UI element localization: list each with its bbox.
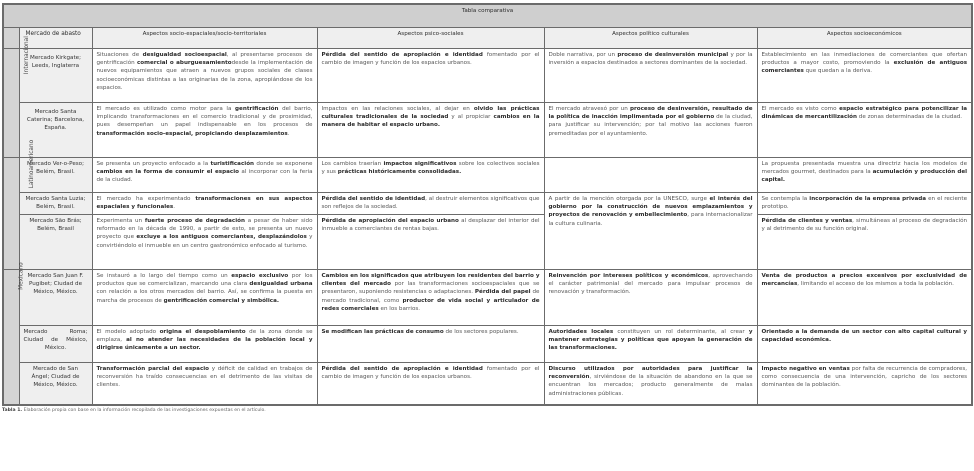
table-caption (2, 408, 971, 413)
emphasis-text: Pérdida del sentido de apropiación e identidad (321, 366, 483, 372)
emphasis-text: transformaciones en sus aspectos espaciales y funcionales (96, 196, 313, 211)
table-row (3, 158, 972, 193)
comparative-table-figure (2, 3, 971, 413)
emphasis-text: origina el despoblamiento (159, 329, 246, 335)
emphasis-text: y mantener estrategias y políticas que apoyan la generación de las transformaciones. (548, 329, 753, 352)
emphasis-text: gentrificación comercial y simbólica. (163, 297, 279, 304)
emphasis-text: incorporación de la empresa privada (809, 196, 927, 202)
table-title: Tabla comparativa (3, 4, 972, 28)
emphasis-text: acumulación y producción del capital. (761, 169, 968, 184)
caption-text: Elaboración propia con base en la información recopilada de las investigaciones expuestas en el artículo. (22, 407, 266, 413)
emphasis-text: turistificación (210, 161, 255, 167)
cell-socioeconomico: Se contempla la incorporación de la empresa privada en el reciente prototipo. (757, 193, 972, 215)
cell-politico-cultural: Doble narrativa, por un proceso de desinversión municipal y por la inversión a espacios destinados a sectores dominantes de la sociedad. (544, 49, 757, 103)
cell-socioeconomico: Establecimiento en las inmediaciones de comerciantes que ofertan productos a mayor costo, promoviendo la exclusión de antiguos comerciantes que quedan a la deriva. (757, 49, 972, 103)
emphasis-text: Se modifican las prácticas de consumo (321, 329, 444, 335)
region-label: Latinoamericano (29, 139, 36, 189)
region-label: Mexicano (18, 262, 25, 290)
header-socio-espacial: Aspectos socio-espaciales/socio-territoriales (92, 28, 317, 49)
header-socioeconomico: Aspectos socioeconómicos (757, 28, 972, 49)
emphasis-text: prácticas históricamente consolidadas. (337, 169, 462, 176)
emphasis-text: el interés del gobierno por la construcción de nuevos emplazamientos y proyectos de renovación y embellecimiento (548, 196, 753, 219)
market-name: Mercado Santa Luzia; Belém, Brasil. (19, 193, 92, 215)
cell-psico-social: Impactos en las relaciones sociales, al dejar en olvido las prácticas culturales tradicionales de la sociedad y al propiciar cambios en la manera de habitar el espacio urbano. (317, 103, 544, 158)
cell-politico-cultural-merged: A partir de la mención otorgada por la UNESCO, surge el interés del gobierno por la construcción de nuevos emplazamientos y proyectos de renovación y embellecimiento, para internacionalizar la cultura culinaria. (544, 193, 757, 270)
cell-politico-cultural: Autoridades locales constituyen un rol determinante, al crear y mantener estrategias y políticas que apoyan la generación de las transformaciones. (544, 326, 757, 363)
caption-label: Tabla 1. (2, 407, 23, 413)
emphasis-text: impactos significativos (383, 161, 457, 167)
table-row (3, 270, 972, 326)
emphasis-text: desigualdad urbana (249, 281, 313, 288)
emphasis-text: Reinvención por intereses políticos y económicos (548, 273, 709, 279)
emphasis-text: Cambios en los significados que atribuyen los residentes del barrio y clientes del mercado (321, 273, 540, 288)
cell-psico-social: Cambios en los significados que atribuyen los residentes del barrio y clientes del mercado por las transformaciones socioespaciales que se presentaron, suponiendo resistencias o adaptaciones. Pérdida del papel de mercado tradicional, como productor de vida social y articulador de redes comerciales en los barrios. (317, 270, 544, 326)
table-row (3, 363, 972, 405)
cell-psico-social: Se modifican las prácticas de consumo de los sectores populares. (317, 326, 544, 363)
header-market: Mercado de abasto (19, 28, 92, 49)
cell-politico-cultural: El mercado atravesó por un proceso de desinversión, resultado de la política de inacción implimentada por el gobierno de la ciudad, para justificar su intervención; por tal motivo las acciones fueron premeditadas por el ayuntamiento. (544, 103, 757, 158)
emphasis-text: exclusión de antiguos comerciantes (761, 60, 968, 75)
market-name: Mercado de San Ángel; Ciudad de México, México. (19, 363, 92, 405)
cell-psico-social: Pérdida de apropiación del espacio urbano al desplazar del interior del inmueble a comerciantes de rentas bajas. (317, 215, 544, 270)
table-row (3, 326, 972, 363)
cell-socioeconomico: Venta de productos a precios excesivos por exclusividad de mercancías, limitando el acceso de los mismos a toda la población. (757, 270, 972, 326)
emphasis-text: Pérdida del sentido de identidad (321, 196, 426, 202)
region-header (3, 28, 19, 49)
cell-politico-cultural: Discurso utilizados por autoridades para justificar la reconversión, sirviéndose de la situación de abandono en la que se encuentran los mercados; producto generalmente de malas administraciones públicas. (544, 363, 757, 405)
emphasis-text: olvido las prácticas culturales tradicionales de la sociedad (321, 106, 540, 121)
cell-socioeconomico: Impacto negativo en ventas por falta de recurrencia de compradores, como consecuencia de una intervención, capricho de los sectores dominantes de la población. (757, 363, 972, 405)
region-label: Internacional (23, 36, 30, 75)
cell-socio-espacial: Experimenta un fuerte proceso de degradación a pesar de haber sido reformado en la década de 1990, a partir de esto, se presenta un nuevo proyecto que excluye a los antiguos comerciantes, desplazándolos y convirtiéndolo el inmueble en un centro gastronómico enfocado al turismo. (92, 215, 317, 270)
emphasis-text: Autoridades locales (548, 329, 614, 335)
market-name: Mercado São Brás; Belém, Brasil (19, 215, 92, 270)
emphasis-text: productor de vida social y articulador de redes comerciales (321, 297, 540, 312)
emphasis-text: cambios en la manera de habitar el espacio urbano. (321, 114, 540, 129)
cell-psico-social: Los cambios traerían impactos significativos sobre los colectivos sociales y sus prácticas históricamente consolidadas. (317, 158, 544, 193)
cell-socioeconomico: El mercado es visto como espacio estratégico para potencilizar la dinámicas de mercantilización de zonas determinadas de la ciudad. (757, 103, 972, 158)
emphasis-text: excluye a los antiguos comerciantes, desplazándolos (136, 234, 307, 241)
market-name: Mercado Santa Caterina; Barcelona, España. (19, 103, 92, 158)
cell-psico-social: Pérdida del sentido de apropiación e identidad fomentado por el cambio de imagen y función de los espacios urbanos. (317, 49, 544, 103)
emphasis-text: gentrificación (235, 106, 279, 112)
header-politico-cultural: Aspectos político culturales (544, 28, 757, 49)
market-name: Mercado San Juan F. Pugibet; Ciudad de México, México. (19, 270, 92, 326)
emphasis-text: fuerte proceso de degradación (144, 218, 245, 224)
market-name: Mercado Kirkgate; Leeds, Inglaterra (19, 49, 92, 103)
cell-psico-social: Pérdida del sentido de apropiación e identidad fomentado por el cambio de imagen y función de los espacios urbanos. (317, 363, 544, 405)
market-name: Mercado Roma; Ciudad de México, México. (19, 326, 92, 363)
emphasis-text: espacio estratégico para potencilizar la dinámicas de mercantilización (761, 106, 968, 121)
cell-psico-social: Pérdida del sentido de identidad, al destruir elementos significativos que son reflejos de la sociedad. (317, 193, 544, 215)
table-row (3, 49, 972, 103)
region-mexicano (3, 262, 25, 405)
emphasis-text: Pérdida de clientes y ventas (761, 218, 853, 224)
table-row (3, 193, 972, 215)
table-row (3, 103, 972, 158)
comparative-table (2, 3, 973, 406)
cell-socioeconomico (757, 326, 972, 363)
emphasis-text: Impacto negativo en ventas (761, 366, 850, 372)
emphasis-text: Pérdida de apropiación del espacio urbano (321, 218, 459, 224)
region-latinoamericano (3, 139, 36, 270)
cell-socio-espacial: El mercado es utilizado como motor para la gentrificación del barrio, implicando transformaciones en el comercio tradicional y de proximidad, pues desempeñan un papel indispensable en los procesos de transformación socio-espacial, propiciando desplazamientos. (92, 103, 317, 158)
emphasis-text: proceso de desinversión municipal (617, 52, 729, 58)
emphasis-text: Pérdida del sentido de apropiación e identidad (321, 52, 483, 58)
emphasis-text: proceso de desinversión, resultado de la política de inacción implimentada por el gobierno (548, 106, 753, 121)
emphasis-text: Venta de productos a precios excesivos por exclusividad de mercancías (761, 273, 968, 288)
header-psico-social: Aspectos psico-sociales (317, 28, 544, 49)
cell-politico-cultural-empty (544, 158, 757, 193)
emphasis-text: Orientado a la demanda de un sector con alto capital cultural y capacidad económica. (761, 329, 968, 344)
emphasis-text: espacio exclusivo (231, 273, 289, 279)
emphasis-text: desigualdad socioespacial (142, 52, 227, 58)
emphasis-text: transformación socio-espacial, propiciando desplazamientos (96, 130, 288, 137)
region-internacional (3, 36, 30, 158)
emphasis-text: Transformación parcial del espacio (96, 366, 210, 372)
emphasis-text: comercial o aburguesamiento (136, 60, 232, 67)
cell-politico-cultural: Reinvención por intereses políticos y económicos, aprovechando el carácter patrimonial del mercado para impulsar procesos de renovación y transformación. (544, 270, 757, 326)
emphasis-text: cambios en la forma de consumir el espacio (96, 169, 239, 176)
cell-socioeconomico: La propuesta presentada muestra una directriz hacia los modelos de mercados gourmet, destinados para la acumulación y producción del capital. (757, 158, 972, 193)
cell-socio-espacial: El mercado ha experimentado transformaciones en sus aspectos espaciales y funcionales. (92, 193, 317, 215)
emphasis-text: Pérdida del papel (474, 289, 531, 296)
cell-socio-espacial: El modelo adoptado origina el despoblamiento de la zona donde se emplaza, al no atender las necesidades de la población local y dirigirse únicamente a un sector. (92, 326, 317, 363)
market-name: Mercado Ver-o-Peso; Belém, Brasil. (19, 158, 92, 193)
cell-socio-espacial: Transformación parcial del espacio y déficit de calidad en trabajos de reconversión ha traído consecuencias en el detrimento de las visitas de clientes. (92, 363, 317, 405)
cell-socioeconomico: Pérdida de clientes y ventas, simultáneas al proceso de degradación y al detrimento de su función original. (757, 215, 972, 270)
cell-socio-espacial: Se presenta un proyecto enfocado a la turistificación donde se exponene cambios en la forma de consumir el espacio al incorporar con la feria de la ciudad. (92, 158, 317, 193)
cell-socio-espacial: Situaciones de desigualdad socioespacial, al presentarse procesos de gentrificación comercial o aburguesamientodesde la implementación de nuevos equipamientos que atraen a nuevos grupos sociales de clases socioeconómicas distintas a las originarias de la zona, apropiándose de los espacios. (92, 49, 317, 103)
cell-socio-espacial: Se instauró a lo largo del tiempo como un espacio exclusivo por los productos que se comercializan, marcando una clara desigualdad urbana con relación a los otros mercados del barrio. Así, se confirma la puesta en marcha de procesos de gentrificación comercial y simbólica. (92, 270, 317, 326)
table-row (3, 215, 972, 270)
emphasis-text: Discurso utilizados por autoridades para justificar la reconversión (548, 366, 753, 381)
emphasis-text: al no atender las necesidades de la población local y dirigirse únicamente a un sector. (96, 337, 313, 352)
